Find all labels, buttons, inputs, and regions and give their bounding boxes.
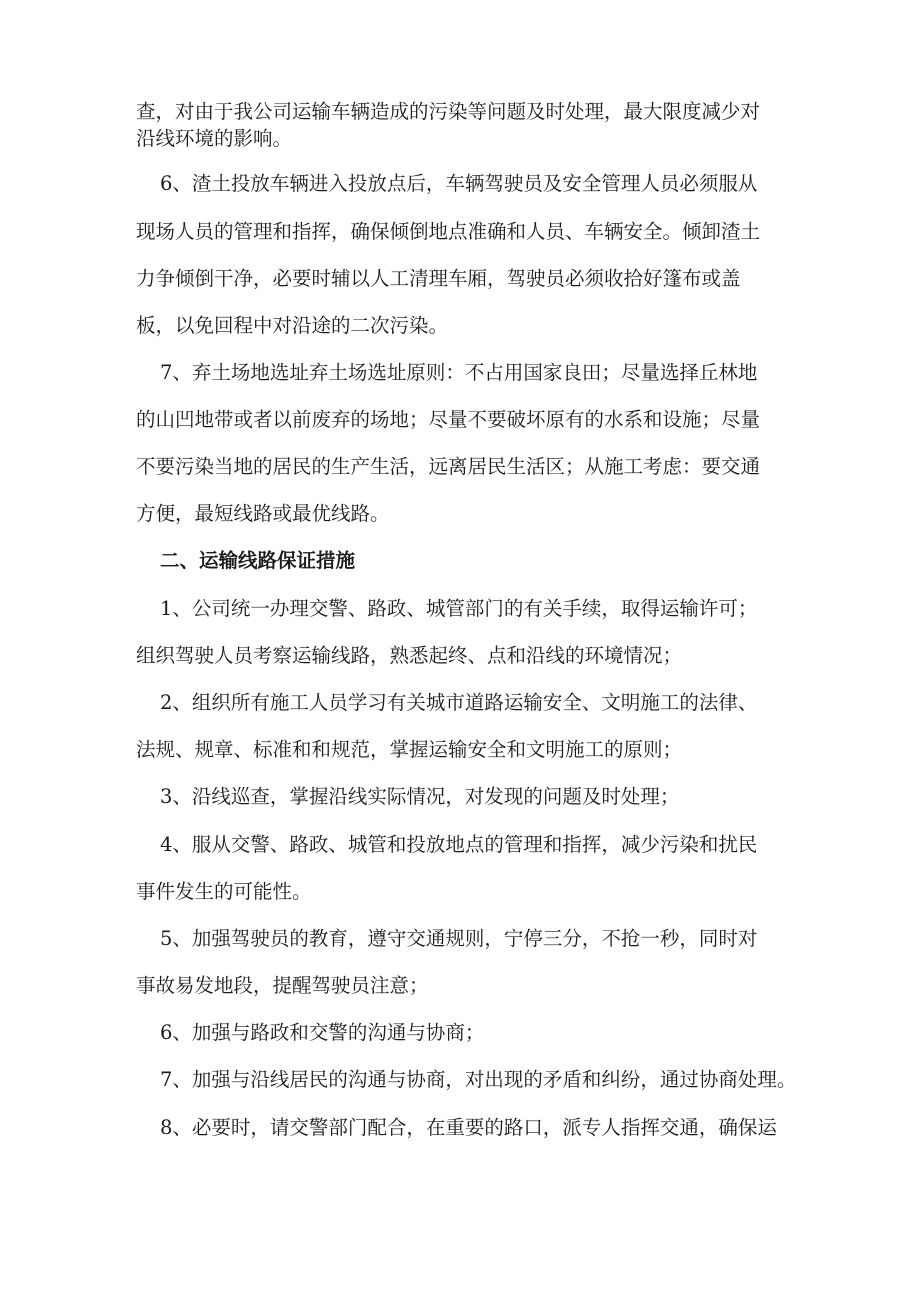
text-line: 组织驾驶人员考察运输线路，熟悉起终、点和沿线的环境情况；: [136, 644, 683, 667]
text-line: 沿线环境的影响。: [136, 127, 293, 150]
text-line: 7、弃土场地选址弃土场选址原则：不占用国家良田；尽量选择丘林地: [160, 361, 758, 384]
text-line: 5、加强驾驶员的教育，遵守交通规则，宁停三分，不抢一秒，同时对: [160, 927, 758, 950]
text-line: 现场人员的管理和指挥，确保倾倒地点准确和人员、车辆安全。倾卸渣土: [136, 220, 761, 243]
section-heading: 二、运输线路保证措施: [160, 549, 356, 572]
text-line: 查，对由于我公司运输车辆造成的污染等问题及时处理，最大限度减少对: [136, 100, 761, 123]
text-line: 2、组织所有施工人员学习有关城市道路运输安全、文明施工的法律、: [160, 691, 758, 714]
text-line: 板，以免回程中对沿途的二次污染。: [136, 314, 449, 337]
text-line: 4、服从交警、路政、城管和投放地点的管理和指挥，减少污染和扰民: [160, 833, 758, 856]
text-line: 事件发生的可能性。: [136, 880, 312, 903]
text-line: 7、加强与沿线居民的沟通与协商，对出现的矛盾和纠纷，通过协商处理。: [160, 1068, 797, 1091]
text-line: 力争倾倒干净，必要时辅以人工清理车厢，驾驶员必须收拾好篷布或盖: [136, 267, 741, 290]
text-line: 不要污染当地的居民的生产生活，远离居民生活区；从施工考虑：要交通: [136, 455, 761, 478]
text-line: 6、加强与路政和交警的沟通与协商；: [160, 1021, 485, 1044]
text-line: 法规、规章、标准和和规范，掌握运输安全和文明施工的原则；: [136, 738, 683, 761]
text-line: 方便，最短线路或最优线路。: [136, 502, 390, 525]
text-line: 6、渣土投放车辆进入投放点后，车辆驾驶员及安全管理人员必须服从: [160, 172, 758, 195]
text-line: 1、公司统一办理交警、路政、城管部门的有关手续，取得运输许可；: [160, 597, 758, 620]
text-line: 3、沿线巡查，掌握沿线实际情况，对发现的问题及时处理；: [160, 785, 680, 808]
text-line: 8、必要时，请交警部门配合，在重要的路口，派专人指挥交通，确保运: [160, 1116, 777, 1139]
text-line: 的山凹地带或者以前废弃的场地；尽量不要破坏原有的水系和设施；尽量: [136, 408, 761, 431]
text-line: 事故易发地段，提醒驾驶员注意；: [136, 974, 429, 997]
